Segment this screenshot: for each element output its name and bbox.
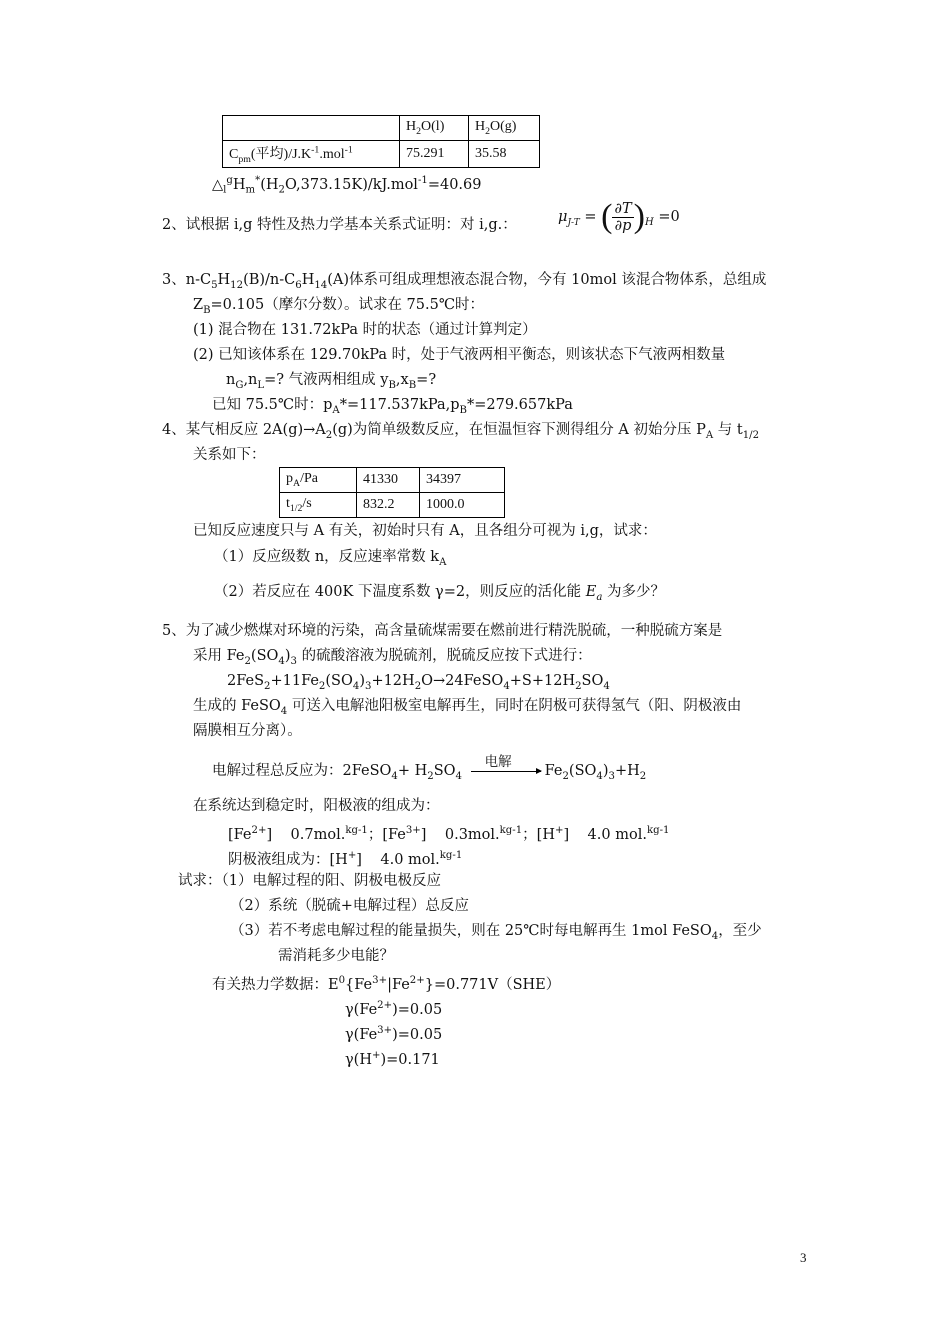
enthalpy-line: $\triangle_l^gH_m^*(H_2O,373.15K)/kJ.mol^{-1}=40.69$: [212, 175, 482, 196]
electrolysis-label: 电解: [484, 753, 512, 770]
question-3-item2b: $n_G,n_L=$? 气液两相组成 $y_B,x_B=$?: [226, 372, 437, 391]
anode-composition: $[Fe^{2+}]$ 0.7mol.$^{kg-1}$；$[Fe^{3+}]$ 0.3mol.$^{kg-1}$；[H+] 4.0 mol.$^{kg-1}$: [228, 825, 670, 843]
table-row: [223, 141, 540, 168]
question-3-line1: 3、$n-C_5H_{12}(B)/n-C_6H_{14}(A)$体系可组成理想液态混合物，今有 10mol 该混合物体系，总组成: [162, 272, 767, 291]
question-4-line3: 已知反应速度只与 A 有关，初始时只有 A，且各组分可视为 i,g，试求：: [193, 523, 657, 539]
page-number: 3: [800, 1250, 807, 1265]
q2-text: 2、试根据 i,g 特性及热力学基本关系式证明：对 i,g.：: [162, 217, 517, 233]
table-cell: 832.2: [357, 493, 420, 518]
table-row: [280, 493, 505, 518]
question-4-item1: （1）反应级数 n，反应速率常数 $k_A$: [214, 549, 447, 568]
table-cell: [223, 116, 400, 141]
question-5-ask3a: （3）若不考虑电解过程的能量损失，则在 25℃时每电解再生 1mol FeSO$_4$，至少: [230, 923, 762, 942]
activity-fe2: $\gamma(Fe^{2+})=0.05$: [345, 1000, 443, 1018]
question-5-line1: 5、为了减少燃煤对环境的污染，高含量硫煤需要在燃前进行精洗脱硫，一种脱硫方案是: [162, 623, 723, 639]
table-cell: 35.58: [469, 141, 540, 168]
half-life-table: [279, 467, 505, 518]
table-header-h2o-g: $H_2O(g)$: [469, 116, 540, 141]
question-5-line3: 生成的 FeSO$_4$ 可送入电解池阳极室电解再生，同时在阴极可获得氢气（阳、阴极液由: [193, 698, 742, 717]
question-5-ask3b: 需消耗多少电能？: [278, 948, 394, 964]
table-cell: 75.291: [400, 141, 469, 168]
steady-state-text: 在系统达到稳定时，阳极液的组成为：: [193, 798, 440, 814]
mu-symbol: $\mu_{J-T}$: [558, 209, 580, 228]
table-row-label: $t_{1/2}/s$: [280, 493, 357, 518]
question-4-line1: 4、某气相反应 $2A(g)\to A_2(g)$为简单级数反应，在恒温恒容下测得组分 A 初始分压 $P_A$ 与 $t_{1/2}$: [162, 422, 760, 441]
table-row-label: $C_{pm}$(平均)$/J.K^{-1}.mol^{-1}$: [223, 141, 400, 168]
equation-result: =0: [658, 209, 680, 225]
thermo-data: 有关热力学数据：$E^0\{Fe^{3+}|Fe^{2+}\}=0.771V(SHE)$: [212, 975, 561, 993]
table-cell: 34397: [420, 468, 505, 493]
joule-thomson-equation: $\mu_{J-T}$ = ( $\frac{\partial T}{\partial p}$ )$_H =0$: [558, 198, 680, 235]
table-row-label: $p_A/Pa$: [280, 468, 357, 493]
question-5-ask2: （2）系统（脱硫+电解过程）总反应: [230, 898, 469, 914]
question-2: [162, 216, 517, 234]
table-cell: 41330: [357, 468, 420, 493]
question-3-item1: (1) 混合物在 131.72kPa 时的状态（通过计算判定）: [193, 322, 537, 338]
question-3-known: 已知 75.5℃时：$p_A*=117.537kPa,p_B*=279.657kPa$: [212, 397, 573, 416]
activity-fe3: $\gamma(Fe^{3+})=0.05$: [345, 1025, 443, 1043]
desulfurization-reaction: $2FeS_2+11Fe_2(SO_4)_3+12H_2O\to 24FeSO_4+S+12H_2SO_4$: [227, 673, 610, 692]
reaction-arrow: [471, 753, 541, 772]
activity-h: γ(H+)=0.171: [345, 1050, 440, 1068]
question-5-ask1: 试求：（1）电解过程的阳、阴极电极反应: [178, 873, 441, 889]
cathode-composition: 阴极液组成为：[H+] 4.0 mol.$^{kg-1}$: [228, 850, 463, 868]
question-3-item2a: (2) 已知该体系在 129.70kPa 时，处于气液两相平衡态，则该状态下气液两相数量: [193, 347, 726, 363]
table-row: [223, 116, 540, 141]
question-4-line2: 关系如下：: [193, 447, 266, 463]
table-row: [280, 468, 505, 493]
electrolysis-reaction: 电解过程总反应为：2FeSO$_4$+ $H_2SO_4$ 电解 $Fe_2(SO_4)_3+H_2$: [212, 753, 647, 782]
heat-capacity-table: [222, 115, 540, 168]
partial-fraction: $\frac{\partial T}{\partial p}$: [614, 200, 632, 234]
table-header-h2o-l: $H_2O(l)$: [400, 116, 469, 141]
question-3-line2: $Z_B=0.105$（摩尔分数）。试求在 75.5℃时：: [193, 297, 485, 316]
question-5-line4: 隔膜相互分离）。: [193, 723, 302, 739]
table-cell: 1000.0: [420, 493, 505, 518]
question-4-item2: （2）若反应在 400K 下温度系数 γ=2，则反应的活化能 $E_a$ 为多少？: [214, 584, 665, 603]
question-5-line2: 采用 $Fe_2(SO_4)_3$ 的硫酸溶液为脱硫剂，脱硫反应按下式进行：: [193, 648, 592, 667]
